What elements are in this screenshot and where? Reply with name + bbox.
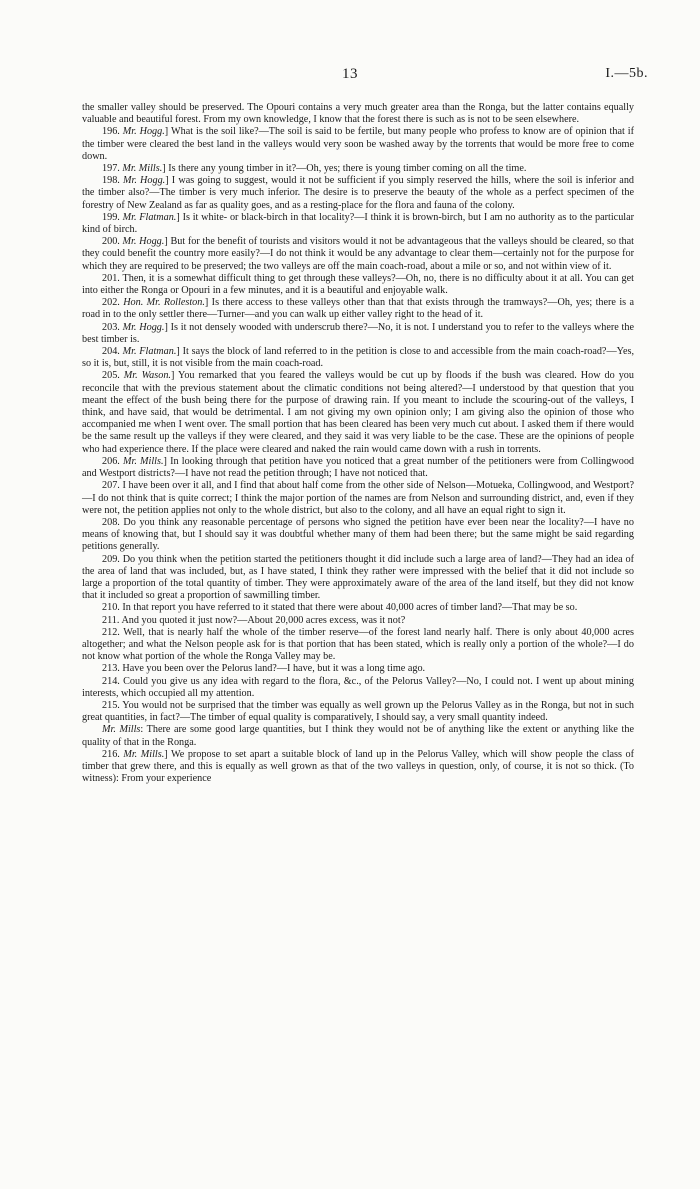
question-number: 215.: [102, 699, 120, 711]
page-number: 13: [342, 66, 358, 82]
paragraph-text: Is it not densely wooded with underscrub there?—No, it is not. I understand you to refer to the valleys where the best timber is.: [82, 321, 635, 345]
paragraph-text: What is the soil like?—The soil is said to be fertile, but many people who profess to know are of opinion that if the timber were cleared the best land in the valleys would very soon be washed away by the torrents that would be more free to come down.: [82, 126, 634, 162]
question-number: 211.: [102, 614, 120, 626]
question-number: 196.: [102, 126, 120, 138]
testimony-paragraph: [82, 370, 634, 455]
testimony-paragraph: [82, 724, 634, 748]
question-number: 197.: [102, 163, 120, 175]
testimony-paragraph: [82, 273, 634, 297]
question-number: 207.: [102, 480, 120, 492]
testimony-paragraph: [82, 676, 634, 700]
question-number: 199.: [102, 211, 120, 223]
speaker-punctuation: ]: [164, 236, 168, 248]
testimony-paragraph: [82, 346, 634, 370]
paragraph-text: In that report you have referred to it stated that there were about 40,000 acres of timber land?—That may be so.: [122, 602, 578, 614]
paragraph-text: I have been over it all, and I find that about half come from the other side of Nelson—Motueka, Collingwood, and Westport?—I do not think that is quite correct; I think the major portion of the names are from Nelson and surrounding district, and, even if they were not, the petition applies not only to the whole district, but also to the colony, and all have an equal right to sign it.: [82, 480, 634, 516]
question-number: 201.: [102, 272, 120, 284]
paragraph-text: Is there any young timber in it?—Oh, yes; there is young timber coming on all the time.: [168, 163, 527, 175]
speaker-name: Mr. Hogg.: [122, 126, 165, 138]
speaker-name: Mr. Hogg.: [122, 236, 165, 248]
speaker-name: Mr. Mills.: [122, 163, 163, 175]
testimony-paragraph: [82, 749, 634, 786]
question-number: 202.: [102, 297, 120, 309]
question-number: 216.: [102, 748, 120, 760]
testimony-paragraph: [82, 236, 634, 273]
testimony-paragraph: [82, 602, 634, 614]
testimony-paragraph: [82, 102, 634, 126]
speaker-punctuation: ]: [164, 321, 168, 333]
speaker-name: Hon. Mr. Rolleston.: [123, 297, 205, 309]
speaker-name: Mr. Wason.: [123, 370, 171, 382]
speaker-name: Mr. Mills: [102, 724, 141, 736]
speaker-punctuation: ]: [176, 211, 180, 223]
question-number: 198.: [102, 175, 120, 187]
paragraph-text: You remarked that you feared the valleys would be cut up by floods if the bush was cleared. How do you reconcile that with the previous statement about the climatic conditions not being altered?—I understood by that question that you meant the effect of the bush being there for the purpose of drawing rain. If you meant to include the scouring-out of the valleys, I think, and have said, that would be detrimental. I am not giving my own opinion only; I am giving also the opinion of those who accompanied me when I went over. The small portion that has been cleared has been very much cut about. I asked them if there would be the same result up the valleys if they were cleared, and they said it was very liable to be the case. These are the opinions of people who had experience there. If the place were cleared and naked the rain would came down with a rush in torrents.: [82, 370, 634, 455]
paragraph-text: And you quoted it just now?—About 20,000 acres excess, was it not?: [121, 614, 406, 626]
testimony-paragraph: [82, 456, 634, 480]
paragraph-text: Do you think when the petition started the petitioners thought it did include such a large area of land?—They had an idea of the area of land that was included, but, as I have stated, I think they rather were impressed with the belief that it did not include so large a proportion of the total quantity of timber. They were approximately aware of the area of the land itself, but they did not know that it included so great a proportion of sawmilling timber.: [82, 553, 635, 602]
paragraph-text: It says the block of land referred to in the petition is close to and accessible from the main coach-road?—Yes, so it is, but, still, it is not visible from the main coach-road.: [82, 346, 635, 370]
speaker-punctuation: ]: [162, 163, 166, 175]
question-number: 205.: [102, 370, 120, 382]
speaker-punctuation: ]: [165, 175, 169, 187]
speaker-punctuation: ]: [164, 126, 169, 138]
question-number: 208.: [102, 516, 120, 528]
testimony-paragraph: [82, 322, 634, 346]
paragraph-text: Well, that is nearly half the whole of the timber reserve—of the forest land nearly half. There is only about 40,000 acres altogether; and what the Nelson people ask for is that portion that has been stated, which is really only a portion of the whole?—I do not know what portion of the whole the Ronga Valley may be.: [82, 626, 634, 663]
question-number: 210.: [102, 602, 120, 614]
body-text: [82, 102, 634, 785]
paragraph-text: Is there access to these valleys other than that that exists through the tramways?—Oh, yes; there is a road in to the only settler there—Turner—and you can walk up either valley right to the head of it.: [82, 297, 634, 321]
testimony-paragraph: [82, 480, 634, 517]
speaker-name: Mr. Hogg.: [123, 175, 166, 187]
paragraph-text: We propose to set apart a suitable block of land up in the Pelorus Valley, which will show people the class of timber that grew there, and this is equally as well grown as that of the two valleys in question, only, of course, it is not so thick. (To witness): From your experience: [82, 748, 634, 785]
paragraph-text: Is it white- or black-birch in that locality?—I think it is brown-birch, but I am no authority as to the particular kind of birch.: [82, 211, 635, 236]
testimony-paragraph: [82, 175, 634, 212]
paragraph-text: Could you give us any idea with regard to the flora, &c., of the Pelorus Valley?—No, I could not. I went up about mining interests, which occupied all my attention.: [82, 675, 634, 699]
testimony-paragraph: [82, 212, 634, 236]
question-number: 213.: [102, 663, 120, 675]
speaker-punctuation: ]: [204, 297, 209, 309]
speaker-name: Mr. Hogg.: [122, 321, 165, 333]
question-number: 206.: [102, 455, 120, 467]
speaker-name: Mr. Flatman.: [122, 211, 177, 223]
paragraph-text: Then, it is a somewhat difficult thing to get through these valleys?—Oh, no, there is no difficulty about it at all. You can get into either the Ronga or Opouri in a few minutes, and it is a beautiful and enjoyable walk.: [82, 272, 634, 297]
testimony-paragraph: [82, 554, 634, 603]
testimony-paragraph: [82, 615, 634, 627]
speaker-punctuation: ]: [176, 346, 180, 358]
paragraph-text: In looking through that petition have you noticed that a great number of the petitioners were from Collingwood and Westport districts?—I have not read the petition through; I have not noticed that.: [82, 455, 635, 480]
speaker-punctuation: :: [140, 724, 144, 736]
testimony-paragraph: [82, 627, 634, 664]
question-number: 204.: [102, 346, 120, 358]
testimony-paragraph: [82, 163, 634, 175]
paragraph-text: There are some good large quantities, but I think they would not be of anything like the extent or anything like the quality of that in the Ronga.: [82, 724, 634, 748]
question-number: 200.: [102, 236, 120, 248]
speaker-punctuation: ]: [164, 748, 168, 760]
testimony-paragraph: [82, 517, 634, 554]
paragraph-text: Do you think any reasonable percentage of persons who signed the petition have ever been near the locality?—I have no means of knowing that, but I should say it was doubtful whether many of them had been there; but the same might be said regarding petitions generally.: [82, 516, 634, 553]
paragraph-text: Have you been over the Pelorus land?—I have, but it was a long time ago.: [122, 663, 426, 675]
speaker-name: Mr. Flatman.: [122, 346, 177, 358]
paragraph-text: I was going to suggest, would it not be sufficient if you simply reserved the hills, where the soil is inferior and the timber also?—The timber is very much inferior. The desire is to preserve the beauty of the whole as a perfect specimen of the forestry of New Zealand as far as quality goes, and as a resting-place for the flora and fauna of the colony.: [82, 175, 635, 211]
question-number: 209.: [102, 553, 120, 565]
testimony-paragraph: [82, 126, 634, 163]
paragraph-text: You would not be surprised that the timber was equally as well grown up the Pelorus Valley as in the Ronga, but not in such great quantities, in fact?—The timber of equal quality is comparatively, I should say, a very small quantity indeed.: [82, 699, 634, 724]
testimony-paragraph: [82, 663, 634, 675]
document-reference: I.—5b.: [605, 66, 648, 81]
question-number: 212.: [102, 626, 120, 638]
question-number: 203.: [102, 321, 120, 333]
question-number: 214.: [102, 675, 120, 687]
paragraph-text: the smaller valley should be preserved. The Opouri contains a very much greater area than the Ronga, but the latter contains equally valuable and beautiful forest. From my own knowledge, I know that the forest there is such as is not to be seen elsewhere.: [82, 102, 634, 126]
speaker-name: Mr. Mills.: [123, 455, 164, 467]
speaker-name: Mr. Mills.: [123, 748, 165, 760]
testimony-paragraph: [82, 700, 634, 724]
speaker-punctuation: ]: [163, 455, 167, 467]
testimony-paragraph: [82, 297, 634, 321]
speaker-punctuation: ]: [170, 370, 175, 382]
paragraph-text: But for the benefit of tourists and visitors would it not be advantageous that the valleys should be cleared, so that they could benefit the country more easily?—I do not think it would be any advantage to clear them—certainly not for the purpose for which they are required to be preserved; the two valleys are off the main coach-road, about a mile or so, and not within view of it.: [82, 236, 635, 272]
